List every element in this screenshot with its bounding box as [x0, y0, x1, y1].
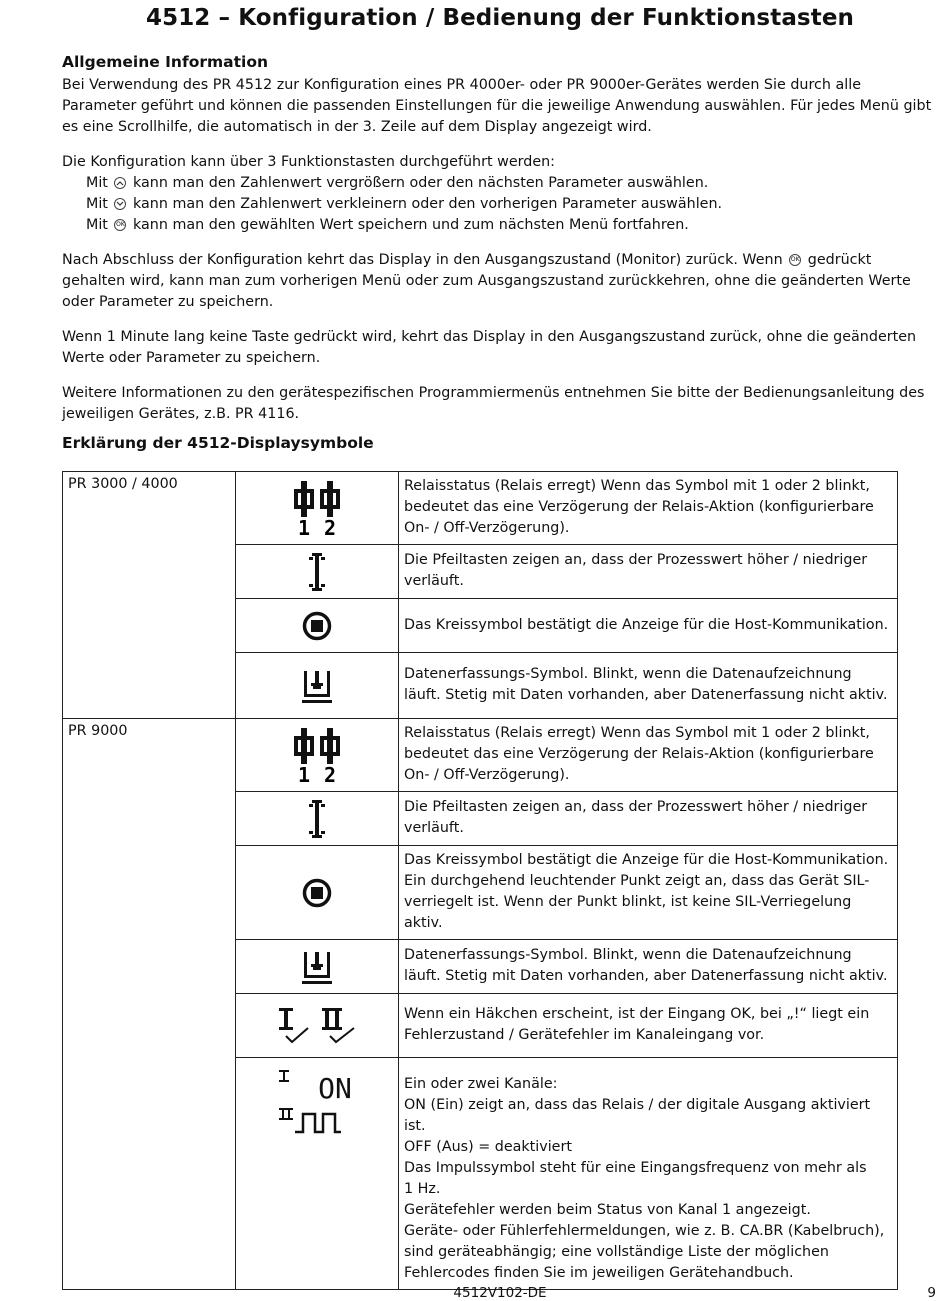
section-heading-symbols: Erklärung der 4512-Displaysymbole	[62, 434, 374, 452]
chevron-up-key-icon	[114, 177, 126, 189]
relay-status-icon	[236, 719, 399, 792]
channel-check-icon	[236, 994, 399, 1058]
svg-text:ON: ON	[318, 1072, 352, 1105]
paragraph-more-info: Weitere Informationen zu den gerätespezifischen Programmiermenüs entnehmen Sie bitte der Bedienungsanleitung des jeweiligen Gerätes, z.B. PR 4116.	[62, 385, 925, 422]
ok-key-icon: OK	[789, 254, 801, 266]
symbol-table	[62, 471, 898, 1290]
relay-status-icon	[236, 472, 399, 545]
svg-text:2: 2	[323, 516, 337, 537]
up-down-arrow-icon	[236, 545, 399, 599]
table-row	[63, 472, 898, 545]
key-line-up: Mit kann man den Zahlenwert vergrößern oder den nächsten Parameter auswählen.	[86, 175, 709, 191]
document-code: 4512V102-DE	[453, 1285, 547, 1301]
data-logging-icon	[236, 653, 399, 719]
page-title: 4512 – Konfiguration / Bedienung der Funktionstasten	[146, 5, 854, 31]
up-down-arrow-icon	[236, 792, 399, 846]
key-line-ok: Mit OK kann man den gewählten Wert speichern und zum nächsten Menü fortfahren.	[86, 217, 689, 233]
svg-text:1: 1	[297, 516, 311, 537]
host-communication-circle-icon	[236, 599, 399, 653]
svg-text:2: 2	[323, 763, 337, 784]
arrow-description: Die Pfeiltasten zeigen an, dass der Prozesswert höher / niedriger verläuft.	[399, 792, 898, 846]
svg-text:1: 1	[297, 763, 311, 784]
ok-key-icon: OK	[114, 219, 126, 231]
relay-description: Relaisstatus (Relais erregt) Wenn das Symbol mit 1 oder 2 blinkt, bedeutet das eine Verzögerung der Relais-Aktion (konfigurierbare On- / Off-Verzögerung).	[399, 719, 898, 792]
model-label-pr4000: PR 3000 / 4000	[63, 472, 236, 719]
data-logging-icon	[236, 940, 399, 994]
host-communication-circle-icon	[236, 846, 399, 940]
table-row	[63, 719, 898, 792]
section-heading-general: Allgemeine Information	[62, 53, 269, 71]
content	[62, 52, 937, 1290]
paragraph-timeout: Wenn 1 Minute lang keine Taste gedrückt wird, kehrt das Display in den Ausgangszustand zurück, ohne die geänderten Werte oder Parameter zu speichern.	[62, 329, 917, 366]
channel-description: Ein oder zwei Kanäle: ON (Ein) zeigt an, dass das Relais / der digitale Ausgang aktiviert ist. OFF (Aus) = deaktiviert Das Impulssymbol steht für eine Eingangsfrequenz von mehr als 1 Hz. Gerätefehler werden beim Status von Kanal 1 angezeigt. Geräte- oder Fühlerfehlermeldungen, wie z. B. CA.BR (Kabelbruch), sind geräteabhängig; eine vollständige Liste der möglichen Fehlercodes finden Sie im jeweiligen Gerätehandbuch.	[399, 1058, 898, 1290]
channel-on-pulse-icon	[236, 1058, 399, 1290]
paragraph-intro: Bei Verwendung des PR 4512 zur Konfiguration eines PR 4000er- oder PR 9000er-Gerätes werden Sie durch alle Parameter geführt und können die passenden Einstellungen für die jeweilige Anwendung auswählen. Für jedes Menü gibt es eine Scrollhilfe, die automatisch in der 3. Zeile auf dem Display angezeigt wird.	[62, 77, 932, 135]
data-logging-description: Datenerfassungs-Symbol. Blinkt, wenn die Datenaufzeichnung läuft. Stetig mit Daten vorhanden, aber Datenerfassung nicht aktiv.	[399, 940, 898, 994]
data-logging-description: Datenerfassungs-Symbol. Blinkt, wenn die Datenaufzeichnung läuft. Stetig mit Daten vorhanden, aber Datenerfassung nicht aktiv.	[399, 653, 898, 719]
key-line-down: Mit kann man den Zahlenwert verkleinern oder den vorherigen Parameter auswählen.	[86, 196, 723, 212]
paragraph-finish: Nach Abschluss der Konfiguration kehrt das Display in den Ausgangszustand (Monitor) zurück. Wenn OK gedrückt gehalten wird, kann man zum vorherigen Menü oder zum Ausgangszustand zurückkehren, ohne die geänderten Werte oder Parameter zu speichern.	[62, 252, 911, 310]
chevron-down-key-icon	[114, 198, 126, 210]
model-label-pr9000: PR 9000	[63, 719, 236, 1290]
page-number: 9	[927, 1285, 936, 1301]
relay-description: Relaisstatus (Relais erregt) Wenn das Symbol mit 1 oder 2 blinkt, bedeutet das eine Verzögerung der Relais-Aktion (konfigurierbare On- / Off-Verzögerung).	[399, 472, 898, 545]
arrow-description: Die Pfeiltasten zeigen an, dass der Prozesswert höher / niedriger verläuft.	[399, 545, 898, 599]
check-description: Wenn ein Häkchen erscheint, ist der Eingang OK, bei „!“ liegt ein Fehlerzustand / Gerätefehler im Kanaleingang vor.	[399, 994, 898, 1058]
paragraph-keys-intro: Die Konfiguration kann über 3 Funktionstasten durchgeführt werden:	[62, 154, 555, 170]
circle-sil-description: Das Kreissymbol bestätigt die Anzeige für die Host-Kommunikation. Ein durchgehend leuchtender Punkt zeigt an, dass das Gerät SIL-verriegelt ist. Wenn der Punkt blinkt, ist keine SIL-Verriegelung aktiv.	[399, 846, 898, 940]
circle-description: Das Kreissymbol bestätigt die Anzeige für die Host-Kommunikation.	[399, 599, 898, 653]
